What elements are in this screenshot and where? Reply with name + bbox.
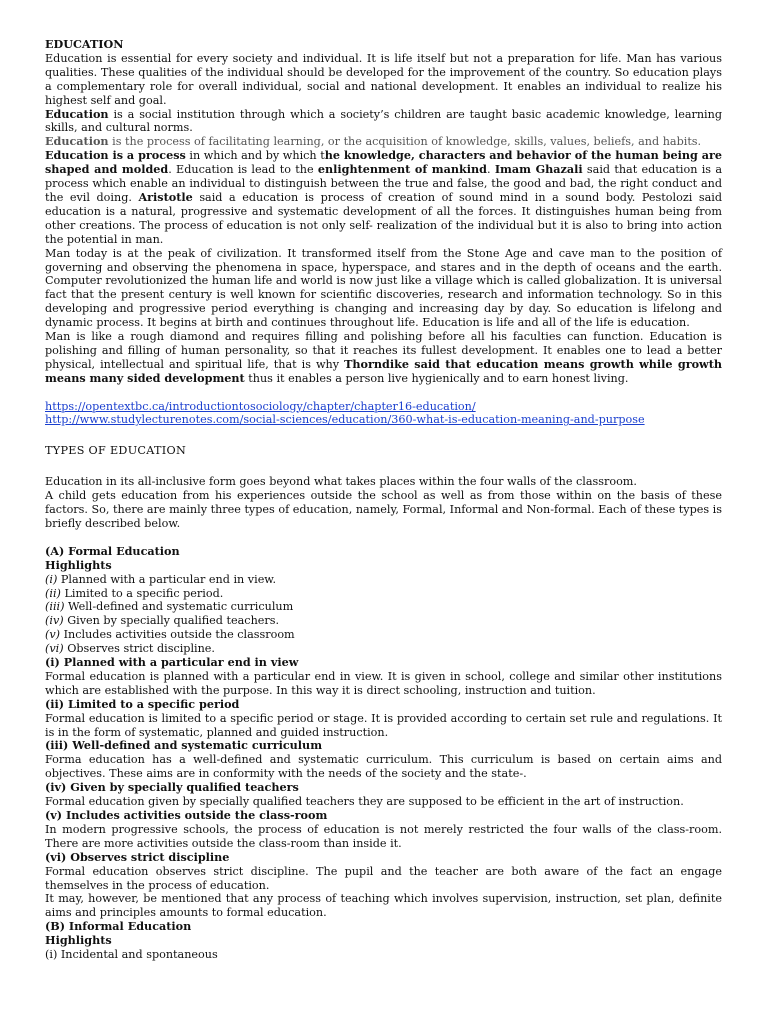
section-heading: (iii) Well-defined and systematic curriculum [45, 738, 323, 753]
definition-paragraph-1 [45, 108, 722, 136]
list-item [45, 587, 722, 601]
document-page [45, 38, 722, 962]
section-heading: (vi) Observes strict discipline [45, 849, 230, 864]
informal-education-heading: (B) Informal Education [45, 919, 192, 934]
item-text: Limited to a specific period. [60, 586, 224, 600]
text-run: . [486, 163, 495, 177]
item-text: Planned with a particular end in view. [57, 572, 277, 586]
section-body: Formal education observes strict discipline. The pupil and the teacher are both aware of the fact an engage themselves in the process of education. [45, 864, 722, 892]
list-item [45, 614, 722, 628]
text-run: . Education is lead to the [168, 163, 318, 177]
text-run: said that education is a process which enable an individual to distinguish between the true and false, the good and bad, the right conduct and the evil doing. [45, 163, 723, 204]
item-number: (v) [45, 628, 61, 642]
bold-phrase: Education is a process [45, 148, 186, 163]
section-heading: (iv) Given by specially qualified teachers [45, 780, 299, 795]
text-run: thus it enables a person live hygienically and to earn honest living. [244, 371, 629, 385]
section-heading: (v) Includes activities outside the class-room [45, 808, 328, 822]
item-number: (i) [45, 572, 58, 586]
list-item [45, 573, 722, 587]
definition-paragraph-2 [45, 135, 722, 149]
formal-highlights-list [45, 573, 722, 656]
formal-education-heading: (A) Formal Education [45, 543, 180, 558]
section-body: It may, however, be mentioned that any process of teaching which involves supervision, instruction, set plan, definite aims and principles amounts to formal education. [45, 892, 722, 920]
item-number: (ii) [45, 586, 61, 600]
list-item [45, 642, 722, 656]
section-body: Formal education is limited to a specific period or stage. It is provided according to certain set rule and regulations. It is in the form of systematic, planned and guided instruction. [45, 711, 722, 739]
definition-text: is the process of facilitating learning, or the acquisition of knowledge, skills, values, beliefs, and habits. [108, 135, 702, 149]
definition-text: is a social institution through which a society’s children are taught basic academic knowledge, learning skills, and cultural norms. [45, 107, 722, 135]
intro-paragraph: Education is essential for every society and individual. It is life itself but not a preparation for life. Man has various qualities. These qualities of the individual should be developed for the improvement of the country. So education plays a complementary role for overall individual, social and national development. It enables an individual to realize his highest self and goal. [45, 51, 722, 107]
list-item [45, 628, 722, 642]
document-title: EDUCATION [45, 37, 124, 51]
bold-term: Education [45, 134, 109, 149]
text-run: Man is like a rough diamond and requires filling and polishing before all his faculties can function. Education is polishing and filling of human personality, so that it reaches its fullest development. It enables one to lead a better physical, intellectual and spiritual life, that is why [45, 330, 722, 371]
bold-phrase: Aristotle [138, 189, 193, 204]
item-text: Observes strict discipline. [63, 642, 215, 656]
list-item [45, 600, 722, 614]
section-heading: (i) Planned with a particular end in view [45, 655, 299, 670]
item-number: (iii) [45, 600, 65, 614]
section-body: Formal education given by specially qualified teachers they are supposed to be efficient in the art of instruction. [45, 795, 684, 809]
section-heading: (ii) Limited to a specific period [45, 696, 240, 711]
list-item: (i) Incidental and spontaneous [45, 948, 218, 962]
civilization-paragraph: Man today is at the peak of civilization. It transformed itself from the Stone Age and cave man to the position of governing and observing the phenomena in space, hyperspace, and stares and in the depth of oceans and the earth. Computer revolutionized the human life and world is now just like a village which is called globalization. It is universal fact that the present century is well known for scientific discoveries, research and information technology. So in this developing and progressive period everything is changing and increasing day by day. So education is lifelong and dynamic process. It begins at birth and continues throughout life. Education is life and all of the life is education. [45, 246, 722, 330]
text-run: said a education is process of creation of sound mind in a sound body. Pestolozi said education is a natural, progressive and systematic development of all the forces. It distinguishes human being from other creations. The process of education is not only self- realization of the individual but it is also to bring into action the potential in man. [45, 190, 722, 246]
item-text: Given by specially qualified teachers. [63, 614, 280, 628]
informal-highlights-label: Highlights [45, 933, 112, 948]
item-text: Includes activities outside the classroom [60, 628, 295, 642]
formal-highlights-label: Highlights [45, 557, 112, 572]
item-number: (vi) [45, 642, 64, 656]
types-section-title: TYPES OF EDUCATION [45, 444, 187, 458]
bold-phrase: he knowledge, characters and behavior of the human being are shaped and molded [45, 148, 722, 177]
section-body: Forma education has a well-defined and systematic curriculum. This curriculum is based on certain aims and objectives. These aims are in conformity with the needs of the society and the state-. [45, 753, 722, 781]
section-body: In modern progressive schools, the process of education is not merely restricted the four walls of the class-room. There are more activities outside the class-room than inside it. [45, 822, 722, 850]
bold-term: Education [45, 106, 109, 121]
process-paragraph [45, 149, 722, 246]
section-body: Formal education is planned with a particular end in view. It is given in school, college and similar other institutions which are established with the purpose. In this way it is direct schooling, instruction and tuition. [45, 669, 722, 697]
item-text: Well-defined and systematic curriculum [64, 600, 294, 614]
bold-phrase: Thorndike said that education means growth while growth means many sided development [45, 356, 722, 385]
bold-phrase: Imam Ghazali [494, 162, 583, 177]
types-intro-1: Education in its all-inclusive form goes beyond what takes places within the four walls of the classroom. [45, 475, 637, 489]
reference-link-2[interactable]: http://www.studylecturenotes.com/social-sciences/education/360-what-is-education-meaning-and-purpose [45, 413, 645, 427]
types-intro-2: A child gets education from his experiences outside the school as well as from those within on the basis of these factors. So, there are mainly three types of education, namely, Formal, Informal and Non-formal. Each of these types is briefly described below. [45, 489, 722, 530]
diamond-paragraph [45, 330, 722, 386]
item-number: (iv) [45, 614, 64, 628]
bold-phrase: enlightenment of mankind [317, 162, 487, 177]
text-run: in which and by which t [185, 149, 325, 163]
reference-link-1[interactable]: https://opentextbc.ca/introductiontosociology/chapter/chapter16-education/ [45, 399, 476, 413]
